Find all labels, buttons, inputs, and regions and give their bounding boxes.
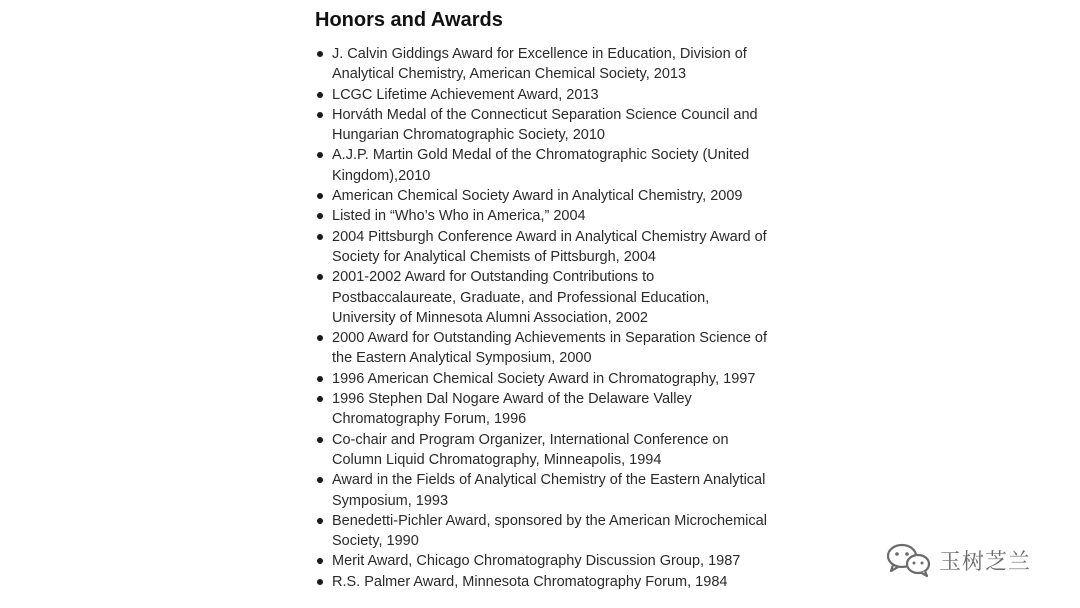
list-item: 2004 Pittsburgh Conference Award in Analytical Chemistry Award of Society for Analytical Chemists of Pittsburgh, 2004 — [315, 227, 767, 268]
list-item: R.S. Palmer Award, Minnesota Chromatography Forum, 1984 — [315, 572, 767, 592]
list-item: Award in the Fields of Analytical Chemistry of the Eastern Analytical Symposium, 1993 — [315, 470, 767, 511]
list-item: 1996 American Chemical Society Award in Chromatography, 1997 — [315, 369, 767, 389]
list-item: LCGC Lifetime Achievement Award, 2013 — [315, 85, 767, 105]
awards-list — [315, 44, 767, 592]
list-item: J. Calvin Giddings Award for Excellence in Education, Division of Analytical Chemistry, American Chemical Society, 2013 — [315, 44, 767, 85]
watermark — [885, 543, 1031, 577]
wechat-icon — [885, 543, 933, 577]
awards-section — [315, 6, 767, 592]
list-item: Listed in “Who’s Who in America,” 2004 — [315, 206, 767, 226]
list-item: Merit Award, Chicago Chromatography Discussion Group, 1987 — [315, 551, 767, 571]
list-item: 2001-2002 Award for Outstanding Contributions to Postbaccalaureate, Graduate, and Professional Education, University of Minnesota Alumni Association, 2002 — [315, 267, 767, 328]
list-item: A.J.P. Martin Gold Medal of the Chromatographic Society (United Kingdom),2010 — [315, 145, 767, 186]
watermark-text: 玉树芝兰 — [939, 549, 1032, 575]
list-item: Horváth Medal of the Connecticut Separation Science Council and Hungarian Chromatographic Society, 2010 — [315, 105, 767, 146]
list-item: 2000 Award for Outstanding Achievements in Separation Science of the Eastern Analytical Symposium, 2000 — [315, 328, 767, 369]
section-title: Honors and Awards — [315, 9, 503, 31]
list-item: Co-chair and Program Organizer, International Conference on Column Liquid Chromatography, Minneapolis, 1994 — [315, 430, 767, 471]
list-item: American Chemical Society Award in Analytical Chemistry, 2009 — [315, 186, 767, 206]
list-item: Benedetti-Pichler Award, sponsored by the American Microchemical Society, 1990 — [315, 511, 767, 552]
list-item: 1996 Stephen Dal Nogare Award of the Delaware Valley Chromatography Forum, 1996 — [315, 389, 767, 430]
